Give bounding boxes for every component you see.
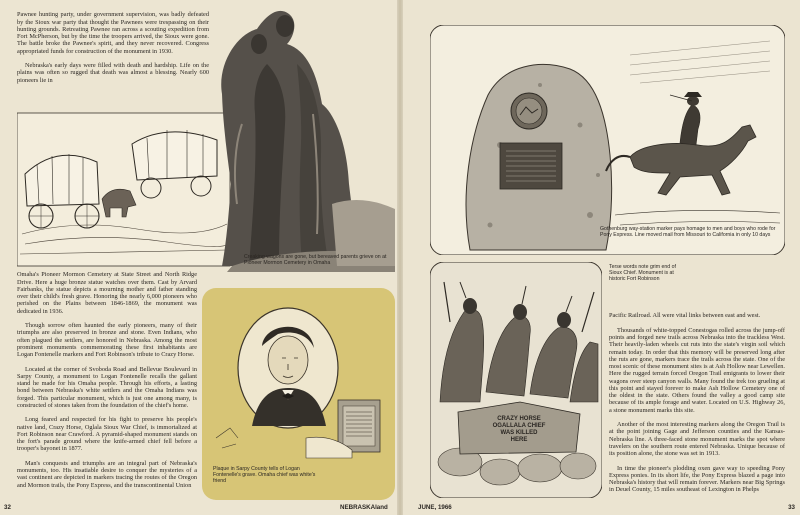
right-body-paragraph: Another of the most interesting markers along the Oregon Trail is at the point joining Gage and Jefferson counties and the Kansas-Nebraska line. A three-faced stone monument marks the spot where travelers on the southern route entered Nebraska. Unique because of its position alone, the stone was set in 1913. <box>609 421 785 457</box>
portrait-caption: Plaque in Sarpy County tells of Logan Fontenelle's grave. Omaha chief was white's friend <box>213 466 316 485</box>
left-page-number: 32 <box>4 504 11 511</box>
right-body-paragraph: Thousands of white-topped Conestogas rolled across the jump-off points and forged new trails across Nebraska into the trackless West. Their heavily-laden wheels cut ruts into the state's virgin soil which remain today. In order that this memory will be preserved long after the ruts are gone, markers trace the trails across the state. One of the most scenic of these monument sites is at Ash Hollow near Lewellen. Here the rugged terrain forced Oregon Trail emigrants to lower their wagons over steep canyon walls. Many found the trek too grueling at this point and stayed forever to make Ash Hollow Cemetery one of the oldest in the state. Others found the valley a good camp site because of its ample forage and water. Located on U.S. Highway 26, a stone monument marks this site. <box>609 326 785 414</box>
right-body-column <box>609 305 785 501</box>
right-body-paragraph: Pacific Railroad. All were vital links between east and west. <box>609 312 761 320</box>
crazy-horse-caption: Terse words note grim end of Sioux Chief. Monument is at historic Fort Robinson <box>609 264 676 283</box>
left-top-paragraph: Pawnee hunting party, under government supervision, was badly defeated by the Sioux war party that thought the Pawnees were trespassing on their hunting grounds. Retreating Pawnee ran across a scouting expedition from Fort McPherson, but by the time the troopers arrived, the Sioux were gone. The battle broke the Pawnee's spirit, and they never recovered. Congress appropriated funds for construction of the monument in 1930. <box>17 11 209 55</box>
right-page-number: 33 <box>788 504 795 511</box>
left-body-paragraph: Long feared and respected for his fight to preserve his people's native land, Crazy Horse, Oglala Sioux War Chief, is immortalized at Fort Robinson near Crawford. A pyramid-shaped monument stands on the fort's parade ground where the knife-armed chief fell before a trooper's bayonet in 1877. <box>17 416 197 453</box>
right-body-paragraph: In time the pioneer's plodding oxen gave way to speeding Pony Express ponies. In its short life, the Pony Express blazed a page into Nebraska's history that will remain forever. Markers near Big Springs in Deuel County, 15 miles southeast of Lexington in Phelps <box>609 464 785 494</box>
crazy-horse-illustration <box>430 262 602 498</box>
right-page <box>403 0 800 515</box>
left-body-paragraph: Man's conquests and triumphs are an integral part of Nebraska's monuments, too. His insatiable desire to conquer the mysteries of a vast continent are depicted in markers tracing the routes of the Oregon and Mormon trails, the Pony Express, and the transcontinental Union <box>17 459 197 489</box>
left-body-column <box>17 264 197 502</box>
left-body-paragraph: Located at the corner of Svoboda Road and Bellevue Boulevard in Sarpy County, a monument to Logan Fontenelle recalls the gallant stand he made for his Omaha people. Through his efforts, a lasting bond between Nebraska's white settlers and the Omaha Indians was forged. This particular monument, which is just one among many, is constructed of stones taken from the foundation of the chief's home. <box>17 365 197 409</box>
footer-magazine-title: NEBRASKAland <box>340 504 388 511</box>
crazy-horse-plaque-text: CRAZY HORSE OGALLALA CHIEF WAS KILLED HERE <box>492 416 546 443</box>
main-caption: Creaking wagons are gone, but bereaved parents grieve on at Pioneer Mormon Cemetery in Omaha <box>244 254 387 267</box>
left-body-paragraph: Omaha's Pioneer Mormon Cemetery at State Street and North Ridge Drive. Here a huge bronze statue watches over them. Cast by Arvard Fairbanks, the statue depicts a mourning mother and father standing over their child's fresh grave. Honoring the nearly 6,000 pioneers who perished on the Plains between 1846-1869, the monument was dedicated in 1936. <box>17 271 197 315</box>
pony-express-marker-illustration <box>430 25 785 255</box>
pony-express-caption: Gothenburg way-station marker pays homage to men and boys who rode for Pony Express. Line moved mail from Missouri to California in only 10 days <box>600 226 776 239</box>
left-body-paragraph: Though sorrow often haunted the early pioneers, many of their triumphs are also preserved in bronze and stone. Even Indians, who often plagued the settlers, are honored in Nebraska. Among the most prominent monuments commemorating these first inhabitants are Logan Fontenelle markers and Fort Robinson's tribute to Crazy Horse. <box>17 322 197 358</box>
left-top-paragraph: Nebraska's early days were filled with death and hardship. Life on the plains was often so rugged that death was almost a blessing. Nearly 600 pioneers lie in <box>17 62 209 84</box>
mormon-statue-illustration <box>17 4 395 272</box>
left-page <box>0 0 397 515</box>
footer-date: JUNE, 1966 <box>418 504 452 511</box>
